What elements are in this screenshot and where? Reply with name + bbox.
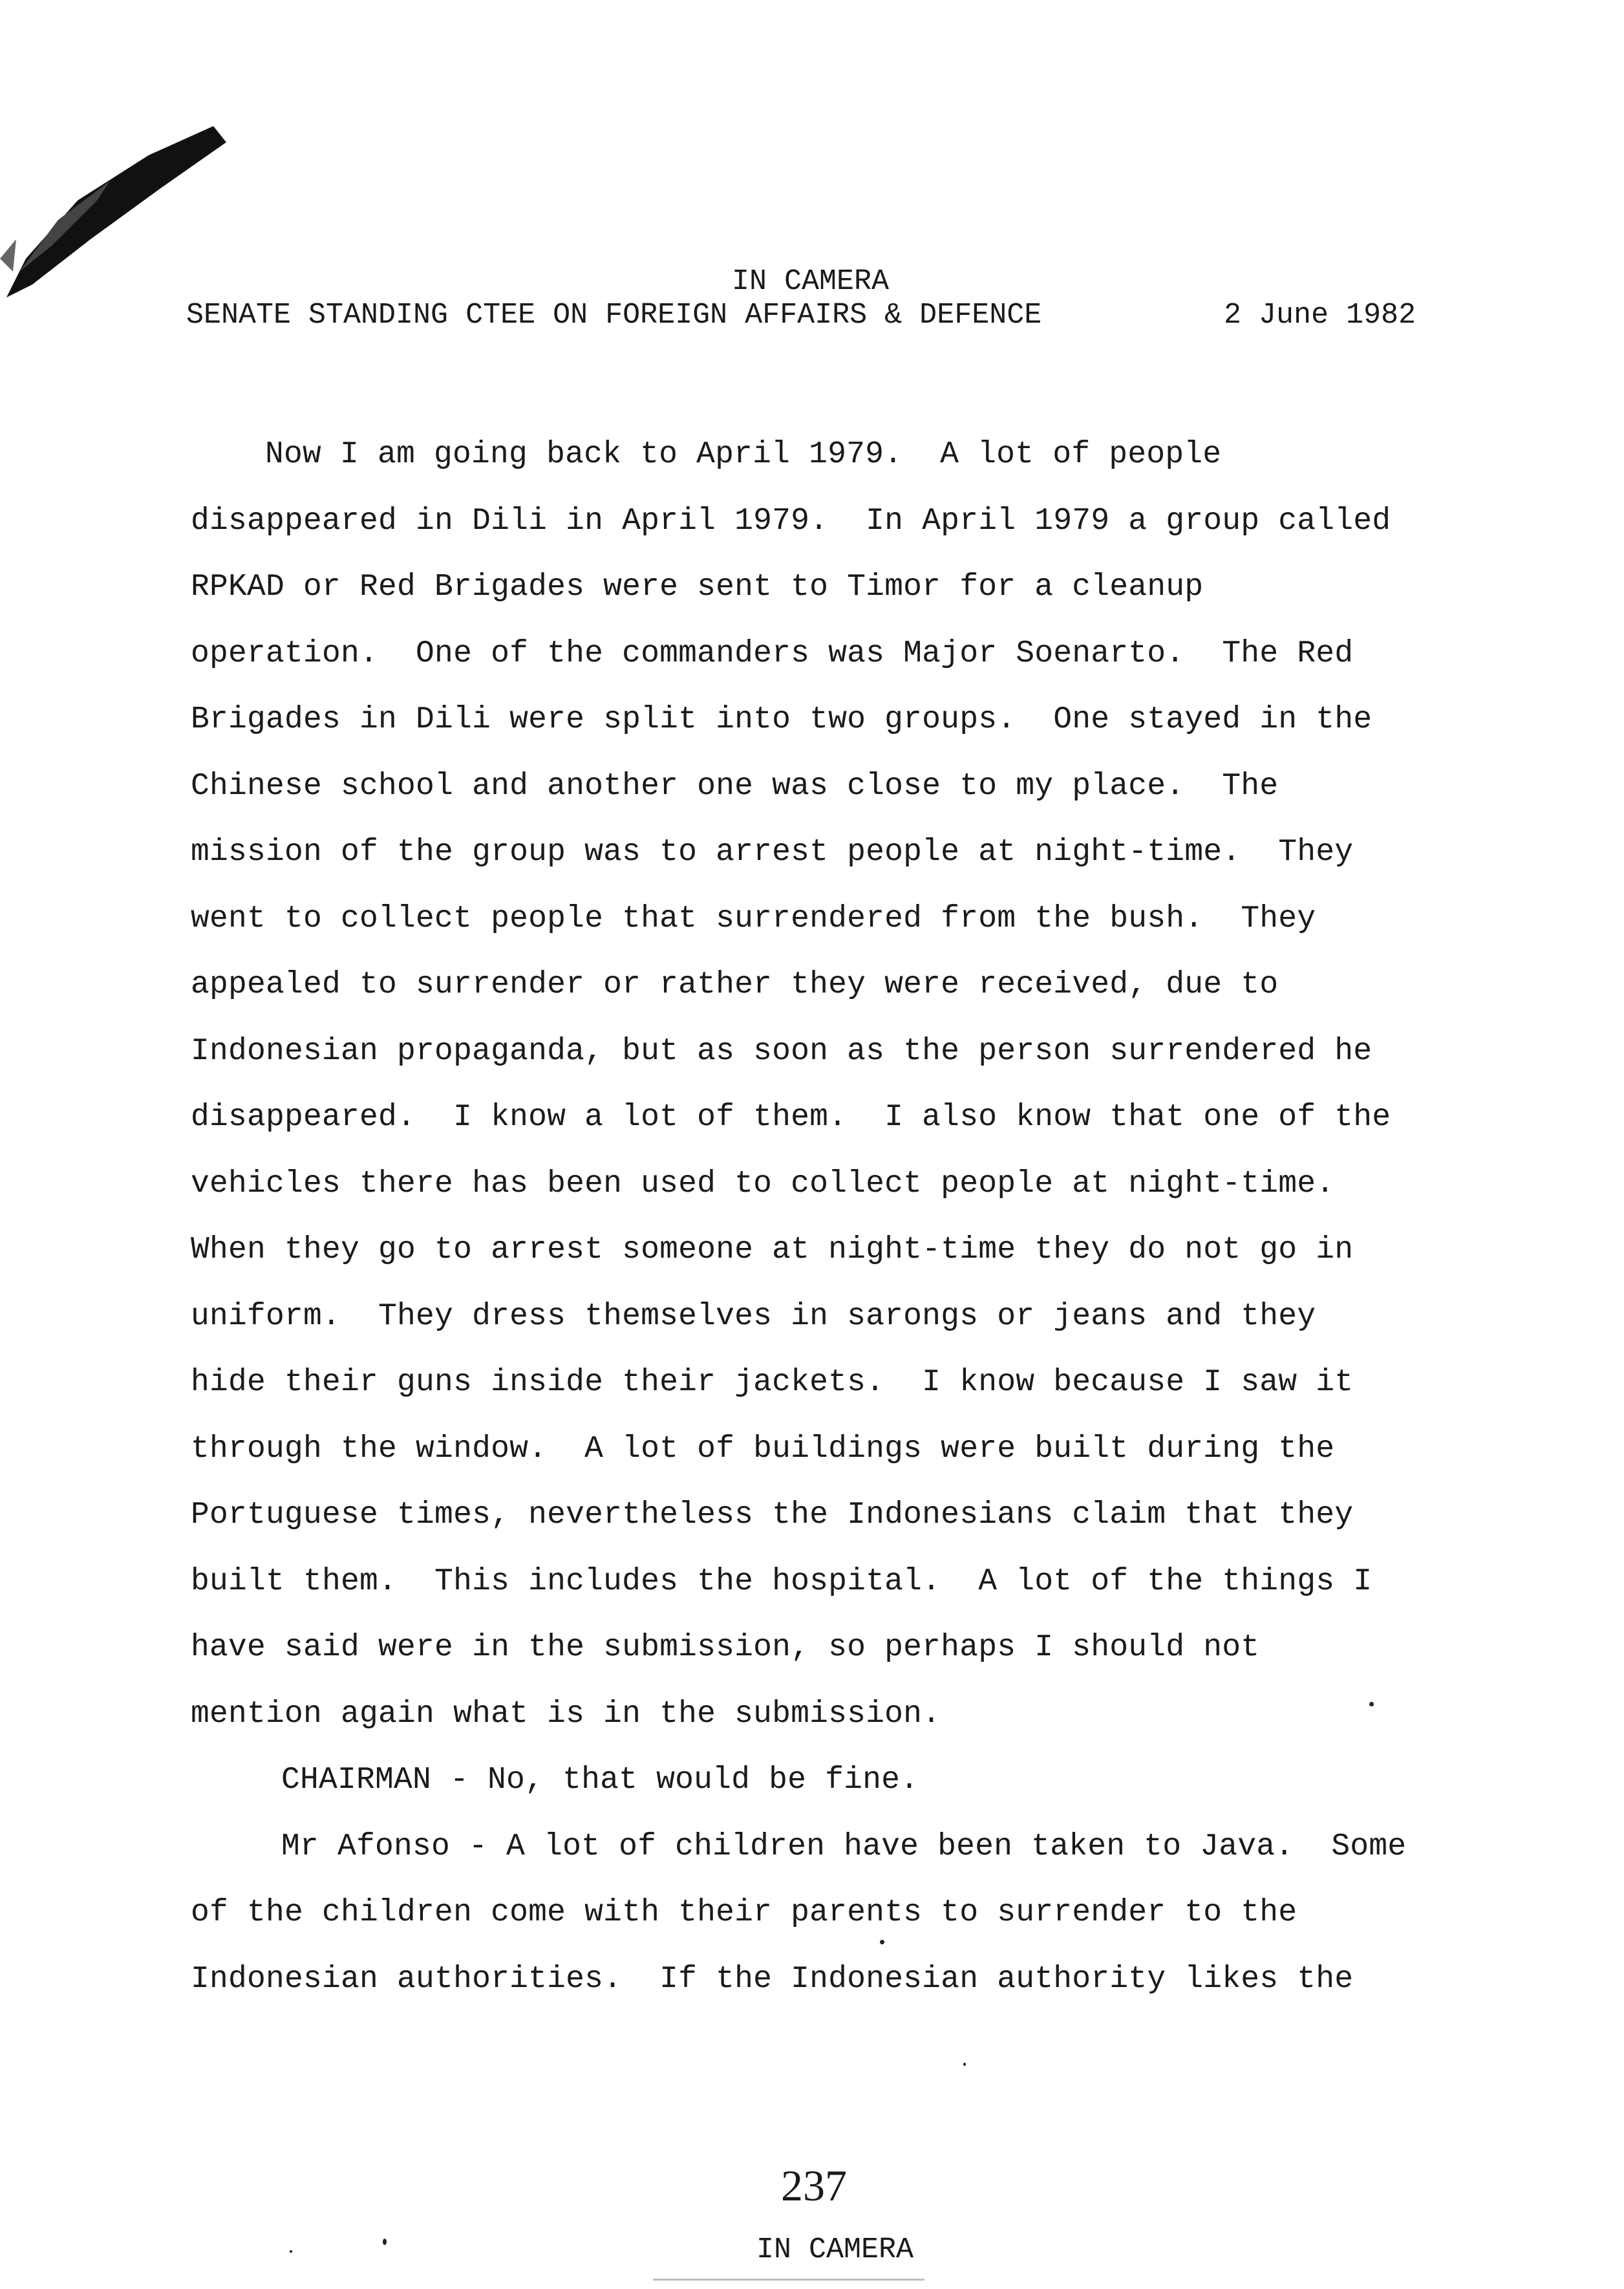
transcript-body xyxy=(191,422,1458,2012)
header-date: 2 June 1982 xyxy=(1224,299,1416,332)
body-line: Chinese school and another one was close to my place. The xyxy=(191,768,1279,804)
body-line: mention again what is in the submission. xyxy=(191,1696,941,1732)
footer-rule xyxy=(653,2279,924,2281)
scan-speck xyxy=(963,2063,966,2066)
body-line: Indonesian authorities. If the Indonesian authority likes the xyxy=(191,1961,1354,1997)
body-line: mission of the group was to arrest people at night-time. They xyxy=(191,835,1354,870)
body-line: uniform. They dress themselves in sarongs or jeans and they xyxy=(191,1298,1316,1334)
header-classification: IN CAMERA xyxy=(732,265,890,298)
scan-speck xyxy=(290,2250,292,2253)
body-line: disappeared. I know a lot of them. I also know that one of the xyxy=(191,1100,1391,1135)
speaker-line-afonso: Mr Afonso - A lot of children have been taken to Java. Some xyxy=(281,1829,1407,1864)
body-line: Now I am going back to April 1979. A lot of people xyxy=(265,437,1222,472)
body-line: vehicles there has been used to collect people at night-time. xyxy=(191,1166,1335,1201)
footer-classification: IN CAMERA xyxy=(756,2233,914,2266)
body-line: Portuguese times, nevertheless the Indonesians claim that they xyxy=(191,1498,1354,1532)
body-line: went to collect people that surrendered from the bush. They xyxy=(191,901,1316,936)
body-line: of the children come with their parents to surrender to the xyxy=(191,1895,1298,1930)
body-line: through the window. A lot of buildings were built during the xyxy=(191,1431,1335,1467)
body-line: disappeared in Dili in April 1979. In April 1979 a group called xyxy=(191,503,1391,539)
scan-speck xyxy=(880,1940,884,1944)
scan-speck xyxy=(383,2239,387,2245)
scan-smudge-mark xyxy=(0,65,246,310)
speaker-line-chairman: CHAIRMAN - No, that would be fine. xyxy=(281,1763,919,1798)
body-line: have said were in the submission, so perhaps I should not xyxy=(191,1630,1260,1665)
body-line: operation. One of the commanders was Major Soenarto. The Red xyxy=(191,636,1354,671)
body-line: When they go to arrest someone at night-time they do not go in xyxy=(191,1232,1354,1267)
body-line: built them. This includes the hospital. A lot of the things I xyxy=(191,1564,1373,1599)
body-line: Indonesian propaganda, but as soon as the person surrendered he xyxy=(191,1033,1373,1069)
header-committee: SENATE STANDING CTEE ON FOREIGN AFFAIRS & DEFENCE xyxy=(186,299,1042,332)
scan-speck xyxy=(1369,1702,1374,1706)
body-line: hide their guns inside their jackets. I know because I saw it xyxy=(191,1365,1354,1400)
body-line: RPKAD or Red Brigades were sent to Timor for a cleanup xyxy=(191,570,1204,605)
page-number: 237 xyxy=(781,2161,847,2210)
body-line: appealed to surrender or rather they were received, due to xyxy=(191,967,1279,1002)
body-line: Brigades in Dili were split into two groups. One stayed in the xyxy=(191,702,1373,737)
